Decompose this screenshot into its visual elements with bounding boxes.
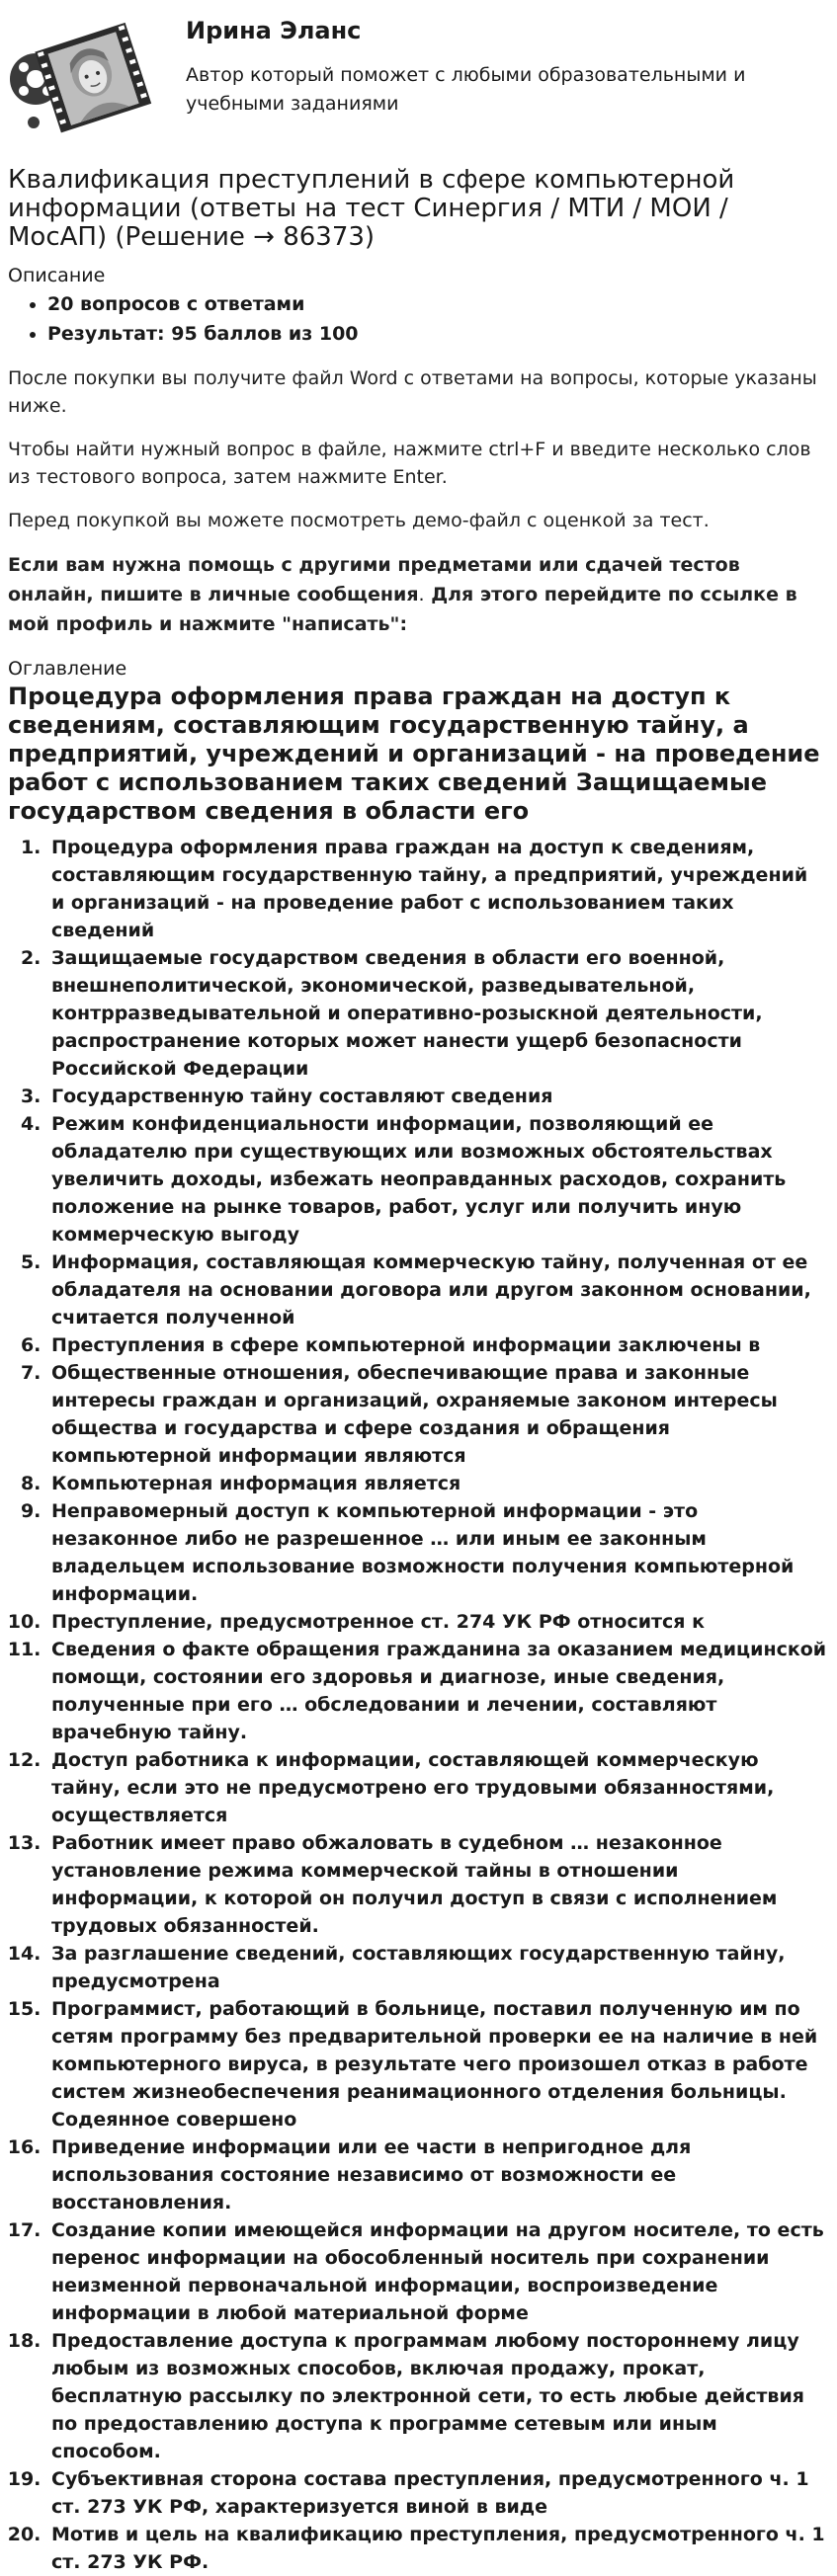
question-item: 18. Предоставление доступа к программам любому постороннему лицу любым из возможных способов, включая продажу, прокат, бесплатную рассылку по электронной сети, то есть любые действия по предоставлению доступа к программе сетевым или иным способом. bbox=[47, 2327, 827, 2465]
question-item: 10. Преступление, предусмотренное ст. 274 УК РФ относится к bbox=[47, 1608, 827, 1636]
description-bullet: • 20 вопросов с ответами bbox=[47, 289, 827, 319]
question-item: 14. За разглашение сведений, составляющих государственную тайну, предусмотрена bbox=[47, 1940, 827, 1995]
question-item: 6. Преступления в сфере компьютерной информации заключены в bbox=[47, 1331, 827, 1359]
question-item: 3. Государственную тайну составляют сведения bbox=[47, 1083, 827, 1110]
question-item: 9. Неправомерный доступ к компьютерной информации - это незаконное либо не разрешенное … или иным ее законным владельцем использование возможности получения компьютерной информации. bbox=[47, 1497, 827, 1608]
question-list bbox=[8, 834, 827, 2576]
author-card bbox=[8, 18, 827, 146]
author-name[interactable]: Ирина Эланс bbox=[186, 17, 362, 44]
toc-label: Оглавление bbox=[8, 658, 127, 680]
question-item: 13. Работник имеет право обжаловать в судебном … незаконное установление режима коммерческой тайны в отношении информации, к которой он получил доступ в связи с исполнением трудовых обязанностей. bbox=[47, 1829, 827, 1940]
avatar[interactable] bbox=[8, 18, 156, 146]
toc-heading: Процедура оформления права граждан на доступ к сведениям, составляющим государственную тайну, а предприятий, учреждений и организаций - на проведение работ с использованием таких сведений Защищаемые государством сведения в области его bbox=[8, 683, 820, 825]
help-text: Для этого перейдите по ссылке в мой профиль и нажмите "написать": bbox=[8, 584, 797, 635]
description-paragraph: После покупки вы получите файл Word с ответами на вопросы, которые указаны ниже. bbox=[8, 367, 817, 417]
question-item: 12. Доступ работника к информации, составляющей коммерческую тайну, если это не предусмотрено его трудовыми обязанностями, осуществляется bbox=[47, 1746, 827, 1829]
description-bullets bbox=[8, 289, 827, 349]
profile-link[interactable]: . bbox=[418, 584, 425, 605]
author-bio: Автор который поможет с любыми образовательными и учебными заданиями bbox=[186, 64, 746, 116]
description-paragraph: Перед покупкой вы можете посмотреть демо-файл с оценкой за тест. bbox=[8, 510, 710, 531]
help-text: Если вам нужна помощь с другими предметами или сдачей тестов онлайн, пишите в личные сообщения bbox=[8, 554, 740, 605]
description-paragraph: Чтобы найти нужный вопрос в файле, нажмите ctrl+F и введите несколько слов из тестового вопроса, затем нажмите Enter. bbox=[8, 439, 811, 488]
question-item: 4. Режим конфиденциальности информации, позволяющий ее обладателю при существующих или возможных обстоятельствах увеличить доходы, избежать неоправданных расходов, сохранить положение на рынке товаров, работ, услуг или получить иную коммерческую выгоду bbox=[47, 1110, 827, 1248]
description-label: Описание bbox=[8, 265, 106, 286]
question-item: 19. Субъективная сторона состава преступления, предусмотренного ч. 1 ст. 273 УК РФ, характеризуется виной в виде bbox=[47, 2465, 827, 2521]
question-item: 7. Общественные отношения, обеспечивающие права и законные интересы граждан и организаций, охраняемые законом интересы общества и государства и сфере создания и обращения компьютерной информации являются bbox=[47, 1359, 827, 1470]
avatar-image bbox=[8, 18, 156, 146]
question-item: 17. Создание копии имеющейся информации на другом носителе, то есть перенос информации на обособленный носитель при сохранении неизменной первоначальной информации, воспроизведение информации в любой материальной форме bbox=[47, 2216, 827, 2327]
question-item: 15. Программист, работающий в больнице, поставил полученную им по сетям программу без предварительной проверки ее на наличие в ней компьютерного вируса, в результате чего произошел отказ в работе систем жизнеобеспечения реанимационного отделения больницы. Содеянное совершено bbox=[47, 1995, 827, 2133]
description-bullet: • Результат: 95 баллов из 100 bbox=[47, 319, 827, 349]
question-item: 8. Компьютерная информация является bbox=[47, 1470, 827, 1497]
question-item: 2. Защищаемые государством сведения в области его военной, внешнеполитической, экономической, разведывательной, контрразведывательной и оперативно-розыскной деятельности, распространение которых может нанести ущерб безопасности Российской Федерации bbox=[47, 944, 827, 1083]
author-info bbox=[186, 18, 789, 119]
question-item: 11. Сведения о факте обращения гражданина за оказанием медицинской помощи, состоянии его здоровья и диагнозе, иные сведения, полученные при его … обследовании и лечении, составляют врачебную тайну. bbox=[47, 1636, 827, 1746]
question-item: 5. Информация, составляющая коммерческую тайну, полученная от ее обладателя на основании договора или другом законном основании, считается полученной bbox=[47, 1248, 827, 1331]
question-item: 20. Мотив и цель на квалификацию преступления, предусмотренного ч. 1 ст. 273 УК РФ. bbox=[47, 2521, 827, 2576]
question-item: 16. Приведение информации или ее части в непригодное для использования состояние независимо от возможности ее восстановления. bbox=[47, 2133, 827, 2216]
question-item: 1. Процедура оформления права граждан на доступ к сведениям, составляющим государственную тайну, а предприятий, учреждений и организаций - на проведение работ с использованием таких сведений bbox=[47, 834, 827, 944]
help-paragraph bbox=[8, 550, 827, 639]
work-title: Квалификация преступлений в сфере компьютерной информации (ответы на тест Синергия / МТИ / МОИ / МосАП) (Решение → 86373) bbox=[8, 165, 735, 252]
